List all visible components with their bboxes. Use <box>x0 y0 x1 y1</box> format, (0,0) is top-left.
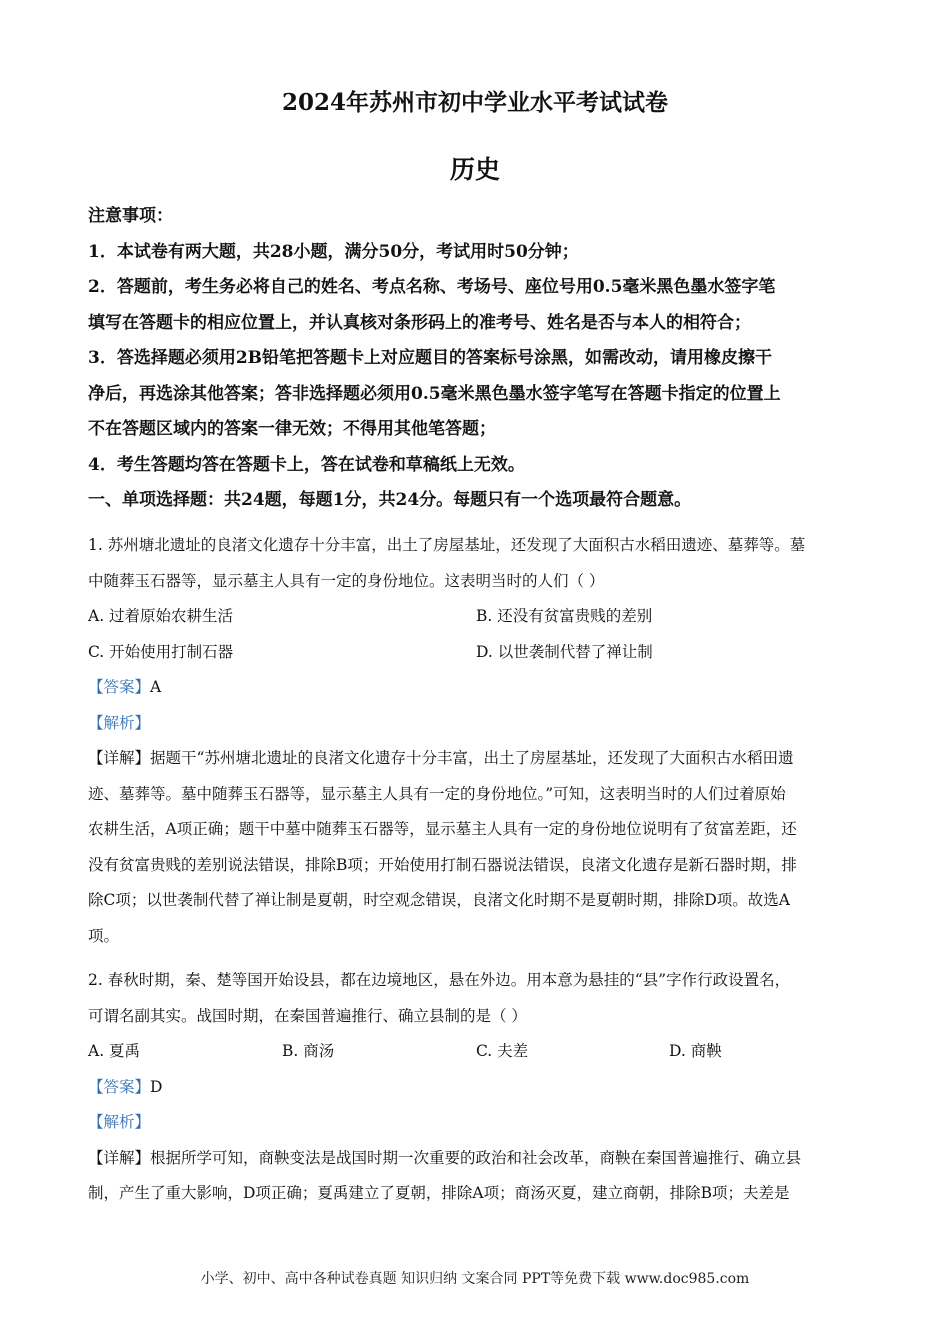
question-stem: 可谓名副其实。战国时期，在秦国普遍推行、确立县制的是（ ） <box>88 1006 527 1025</box>
option-b: B. 商汤 <box>282 1042 335 1060</box>
question-stem: 2. 春秋时期，秦、楚等国开始设县，都在边境地区，悬在外边。用本意为悬挂的“县”字作行政设置名， <box>88 971 791 989</box>
notice-section <box>88 199 868 519</box>
option-b: B. 还没有贫富贵贱的差别 <box>476 607 653 625</box>
answer-value: A <box>150 678 162 696</box>
option-c: C. 开始使用打制石器 <box>88 642 234 661</box>
option-d: D. 商鞅 <box>669 1042 722 1060</box>
detail-line <box>88 1141 868 1177</box>
option-d: D. 以世袭制代替了禅让制 <box>476 642 653 661</box>
question-1 <box>88 528 868 954</box>
question-2 <box>88 963 868 1212</box>
detail-line: 农耕生活，A项正确；题干中墓中随葬玉石器等，显示墓主人具有一定的身份地位说明有了贫富差距，还 <box>88 820 797 838</box>
answer-line <box>88 1070 868 1106</box>
notice-line: 不在答题区域内的答案一律无效；不得用其他笔答题； <box>88 419 496 439</box>
detail-line: 没有贫富贵贱的差别说法错误，排除B项；开始使用打制石器说法错误，良渚文化遗存是新石器时期，排 <box>88 855 797 874</box>
detail-text: 根据所学可知，商鞅变法是战国时期一次重要的政治和社会改革，商鞅在秦国普遍推行、确立县 <box>150 1148 802 1167</box>
answer-value: D <box>150 1077 163 1096</box>
notice-line: 1．本试卷有两大题，共28小题，满分50分，考试用时50分钟； <box>88 241 579 262</box>
detail-tag: 【详解】 <box>88 749 151 767</box>
detail-tag: 【详解】 <box>88 1148 151 1167</box>
detail-line: 项。 <box>88 926 120 945</box>
subject-title: 历史 <box>449 155 500 184</box>
detail-text: 据题干“苏州塘北遗址的良渚文化遗存十分丰富，出土了房屋基址，还发现了大面积古水稻田遗 <box>150 749 794 767</box>
option-a: A. 过着原始农耕生活 <box>88 607 234 625</box>
section-heading: 一、单项选择题：共24题，每题1分，共24分。每题只有一个选项最符合题意。 <box>88 490 692 510</box>
notice-line: 4．考生答题均答在答题卡上，答在试卷和草稿纸上无效。 <box>88 454 525 475</box>
answer-tag: 【答案】 <box>88 1077 151 1096</box>
detail-line: 制，产生了重大影响，D项正确；夏禹建立了夏朝，排除A项；商汤灭夏，建立商朝，排除B项；夫差是 <box>88 1184 790 1202</box>
question-stem: 1. 苏州塘北遗址的良渚文化遗存十分丰富，出土了房屋基址，还发现了大面积古水稻田遗迹、墓葬等。墓 <box>88 536 806 554</box>
analysis-tag: 【解析】 <box>88 713 151 732</box>
notice-line: 2．答题前，考生务必将自己的姓名、考点名称、考场号、座位号用0.5毫米黑色墨水签字笔 <box>88 277 776 297</box>
question-stem: 中随葬玉石器等，显示墓主人具有一定的身份地位。这表明当时的人们（ ） <box>88 571 605 590</box>
answer-line <box>88 670 868 706</box>
notice-line: 3．答选择题必须用2B铅笔把答题卡上对应题目的答案标号涂黑，如需改动，请用橡皮擦干 <box>88 348 773 368</box>
detail-line: 除C项；以世袭制代替了禅让制是夏朝，时空观念错误，良渚文化时期不是夏朝时期，排除D项。故选A <box>88 891 790 909</box>
detail-line <box>88 741 868 777</box>
answer-tag: 【答案】 <box>88 678 151 696</box>
notice-line: 净后，再选涂其他答案；答非选择题必须用0.5毫米黑色墨水签字笔写在答题卡指定的位置上 <box>88 383 781 404</box>
option-row <box>88 1034 868 1070</box>
notice-line: 填写在答题卡的相应位置上，并认真核对条形码上的准考号、姓名是否与本人的相符合； <box>88 312 751 333</box>
analysis-tag: 【解析】 <box>88 1113 151 1131</box>
page-footer: 小学、初中、高中各种试卷真题 知识归纳 文案合同 PPT等免费下载 www.doc985.com <box>200 1271 750 1287</box>
exam-title: 2024年苏州市初中学业水平考试试卷 <box>281 89 668 116</box>
notice-heading: 注意事项： <box>88 206 173 226</box>
option-a: A. 夏禹 <box>88 1042 141 1060</box>
option-c: C. 夫差 <box>476 1042 529 1060</box>
option-row <box>88 635 868 671</box>
detail-line: 迹、墓葬等。墓中随葬玉石器等，显示墓主人具有一定的身份地位。”可知，这表明当时的人们过着原始 <box>88 784 786 803</box>
option-row <box>88 599 868 635</box>
